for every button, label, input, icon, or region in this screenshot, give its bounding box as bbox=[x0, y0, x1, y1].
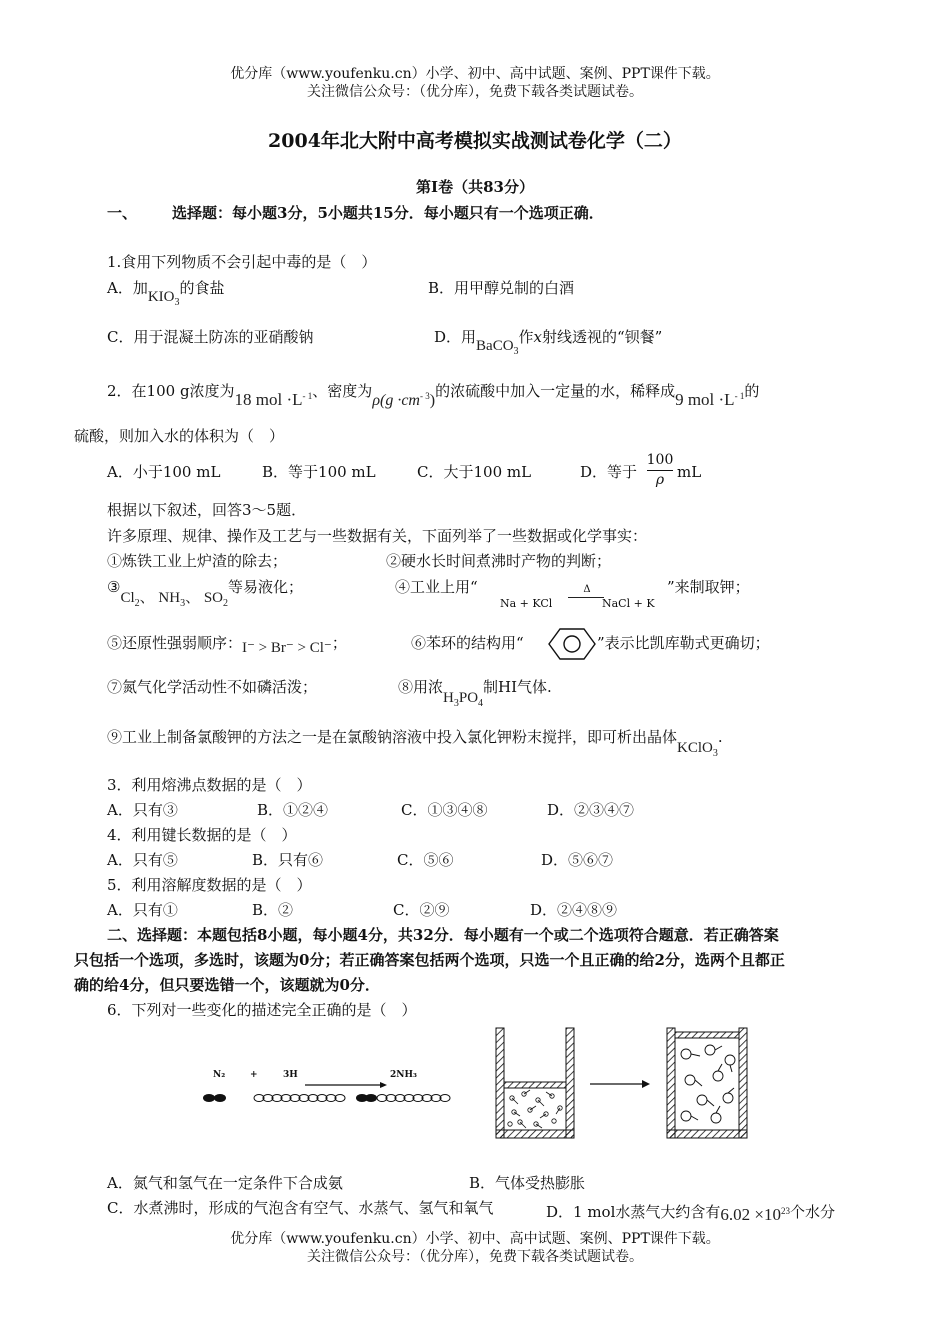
q4-stem: 4．利用键长数据的是（ ） bbox=[107, 826, 297, 844]
fact-1: ①炼铁工业上炉渣的除去； bbox=[107, 552, 288, 570]
section2-line-1: 二、选择题：本题包括8小题，每小题4分，共32分．每小题有一个或二个选项符合题意．若正确答案 bbox=[107, 926, 779, 944]
q2-option-b: B．等于100 mL bbox=[262, 463, 376, 481]
q3-option-b: B．①②④ bbox=[257, 801, 329, 819]
3h-label: 3H bbox=[283, 1070, 298, 1080]
intro-line-2: 许多原理、规律、操作及工艺与一些数据有关，下面列举了一些数据或化学事实： bbox=[107, 527, 648, 545]
header-line-2: 关注微信公众号：（优分库），免费下载各类试题试卷。 bbox=[307, 84, 643, 100]
section2-line-2: 只包括一个选项，多选时，该题为0分；若正确答案包括两个选项，只选一个且正确的给2分，选两个且都正 bbox=[74, 951, 785, 969]
q6-option-c: C．水煮沸时，形成的气泡含有空气、水蒸气、氢气和氧气 bbox=[107, 1199, 494, 1217]
part1-title: 第Ⅰ卷（共83分） bbox=[416, 178, 534, 196]
q1-option-b: B．用甲醇兑制的白酒 bbox=[428, 279, 575, 297]
section2-line-3: 确的给4分，但只要选错一个，该题就为0分． bbox=[74, 976, 380, 994]
fraction-denominator: ρ bbox=[655, 472, 665, 488]
q2-option-c: C．大于100 mL bbox=[417, 463, 532, 481]
fact-9: ⑨工业上制备氯酸钾的方法之一是在氯酸钠溶液中投入氯化钾粉末搅拌，即可析出晶体KClO$_3$. bbox=[107, 728, 723, 759]
q5-option-a: A．只有① bbox=[107, 901, 178, 919]
fact-4-end: ”来制取钾； bbox=[667, 578, 750, 596]
n2-label: N₂ bbox=[213, 1070, 226, 1080]
fact-4-equation: Na + KCl Δ NaCl + K bbox=[500, 584, 655, 610]
molecule-chain-drawing bbox=[200, 1070, 460, 1110]
page-title: 2004年北大附中高考模拟实战测试卷化学（二） bbox=[268, 130, 682, 152]
q3-stem: 3．利用熔沸点数据的是（ ） bbox=[107, 776, 312, 794]
intro-line-1: 根据以下叙述，回答3～5题． bbox=[107, 501, 307, 519]
q6-stem: 6．下列对一些变化的描述完全正确的是（ ） bbox=[107, 1001, 417, 1019]
fraction-numerator: 100 bbox=[646, 452, 674, 468]
q6-option-a: A．氮气和氢气在一定条件下合成氨 bbox=[107, 1174, 343, 1192]
q4-option-d: D．⑤⑥⑦ bbox=[541, 851, 614, 869]
q3-option-d: D．②③④⑦ bbox=[547, 801, 635, 819]
section1-instructions: 选择题：每小题3分，5小题共15分．每小题只有一个选项正确． bbox=[172, 204, 604, 222]
heat-symbol: Δ bbox=[583, 584, 591, 595]
q1-option-d: D．用BaCO$_3$作x射线透视的“钡餐” bbox=[434, 328, 663, 357]
reaction-figure bbox=[200, 1070, 460, 1110]
fact-2: ②硬水长时间煮沸时产物的判断； bbox=[386, 552, 612, 570]
section1-number: 一、 bbox=[107, 204, 138, 222]
header-line-1: 优分库（www.youfenku.cn）小学、初中、高中试题、案例、PPT课件下载。 bbox=[230, 66, 720, 82]
q3-option-c: C．①③④⑧ bbox=[401, 801, 488, 819]
q4-option-b: B．只有⑥ bbox=[252, 851, 324, 869]
q2-stem: 2．在100 g浓度为18 mol $\cdot L^{- 1}$、密度为$\rho(g \cdot cm^{- 3})$的浓硫酸中加入一定量的水，稀释成9 mol $\cdot L^{- 1}$的 bbox=[107, 382, 760, 409]
q5-option-b: B．② bbox=[252, 901, 294, 919]
q5-option-d: D．②④⑧⑨ bbox=[530, 901, 618, 919]
fact-3: $③Cl_2$、 $NH_3$、 $SO_2$等易液化； bbox=[107, 578, 304, 609]
fact-6-start: ⑥苯环的结构用“ bbox=[411, 634, 524, 652]
fact-7: ⑦氮气化学活动性不如磷活泼； bbox=[107, 678, 318, 696]
2nh3-label: 2NH₃ bbox=[390, 1070, 417, 1080]
q5-stem: 5．利用溶解度数据的是（ ） bbox=[107, 876, 312, 894]
footer-line-2: 关注微信公众号：（优分库），免费下载各类试题试卷。 bbox=[307, 1249, 643, 1265]
q2-fraction-unit: mL bbox=[677, 463, 702, 481]
q4-option-a: A．只有⑤ bbox=[107, 851, 178, 869]
q1-option-a: A．加$KIO_3$的食盐 bbox=[107, 279, 225, 308]
plus-label: + bbox=[250, 1070, 258, 1080]
fact-6-end: ”表示比凯库勒式更确切； bbox=[597, 634, 770, 652]
q1-option-c: C．用于混凝土防冻的亚硝酸钠 bbox=[107, 328, 314, 346]
q2-fraction bbox=[645, 452, 675, 489]
benzene-ring-icon bbox=[547, 627, 597, 661]
fact-8: ⑧用浓$H_3PO_4$制HI气体. bbox=[398, 678, 552, 709]
q1-stem: 1.食用下列物质不会引起中毒的是（ ） bbox=[107, 253, 377, 271]
q4-option-c: C．⑤⑥ bbox=[397, 851, 454, 869]
footer-line-1: 优分库（www.youfenku.cn）小学、初中、高中试题、案例、PPT课件下载。 bbox=[230, 1231, 720, 1247]
fact-5: ⑤还原性强弱顺序：I⁻ > Br⁻ > Cl⁻； bbox=[107, 634, 347, 656]
q2-stem-continued: 硫酸，则加入水的体积为（ ） bbox=[74, 427, 285, 445]
fact-4-start: ④工业上用“ bbox=[395, 578, 478, 596]
q2-option-d: D．等于 bbox=[580, 463, 638, 481]
q5-option-c: C．②⑨ bbox=[393, 901, 450, 919]
reaction-line bbox=[568, 597, 604, 598]
gas-expansion-figure bbox=[490, 1020, 760, 1142]
q6-option-d: D．1 mol水蒸气大约含有$6.02 \times 10^{23}$个水分 bbox=[546, 1203, 835, 1224]
q2-option-a: A．小于100 mL bbox=[107, 463, 221, 481]
q6-option-b: B．气体受热膨胀 bbox=[469, 1174, 586, 1192]
q3-option-a: A．只有③ bbox=[107, 801, 178, 819]
